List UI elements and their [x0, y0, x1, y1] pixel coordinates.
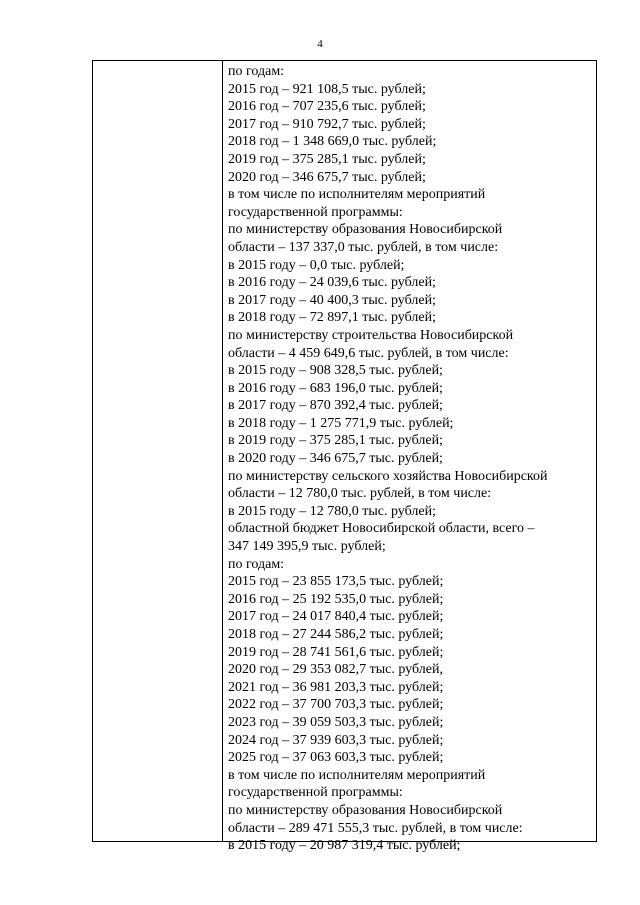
text-line: области – 12 780,0 тыс. рублей, в том числе: — [228, 486, 492, 502]
text-line: 2024 год – 37 939 603,3 тыс. рублей; — [228, 732, 444, 748]
text-line: в 2017 году – 870 392,4 тыс. рублей; — [228, 398, 443, 414]
text-line: 2019 год – 28 741 561,6 тыс. рублей; — [228, 644, 444, 660]
text-line: 2021 год – 36 981 203,3 тыс. рублей; — [228, 679, 444, 695]
text-line: по годам: — [228, 64, 285, 79]
text-line: в 2020 году – 346 675,7 тыс. рублей; — [228, 451, 443, 467]
text-line: по министерству образования Новосибирской — [228, 222, 503, 238]
text-line: государственной программы: — [228, 785, 403, 801]
text-line: по годам: — [228, 556, 285, 572]
text-line: 2015 год – 921 108,5 тыс. рублей; — [228, 81, 426, 97]
text-line: в 2017 году – 40 400,3 тыс. рублей; — [228, 292, 436, 308]
text-line: 2019 год – 375 285,1 тыс. рублей; — [228, 151, 426, 167]
text-line: 2023 год – 39 059 503,3 тыс. рублей; — [228, 714, 444, 730]
text-line: 2018 год – 27 244 586,2 тыс. рублей; — [228, 627, 444, 642]
text-line: в 2019 году – 375 285,1 тыс. рублей; — [228, 433, 443, 449]
text-line: 2015 год – 23 855 173,5 тыс. рублей; — [228, 574, 444, 590]
text-line: области – 289 471 555,3 тыс. рублей, в том числе: — [228, 820, 523, 836]
page-number: 4 — [317, 38, 323, 50]
text-line: 2016 год – 707 235,6 тыс. рублей; — [228, 99, 426, 115]
text-line: 2022 год – 37 700 703,3 тыс. рублей; — [228, 697, 444, 713]
text-line: в 2016 году – 24 039,6 тыс. рублей; — [228, 275, 436, 291]
text-line: 347 149 395,9 тыс. рублей; — [228, 539, 386, 555]
text-line: в 2018 году – 1 275 771,9 тыс. рублей; — [228, 415, 454, 431]
text-line: 2025 год – 37 063 603,3 тыс. рублей; — [228, 750, 444, 766]
text-line: в том числе по исполнителям мероприятий — [228, 767, 486, 783]
text-line: 2017 год – 910 792,7 тыс. рублей; — [228, 116, 426, 132]
text-line: в 2015 году – 908 328,5 тыс. рублей; — [228, 363, 443, 379]
text-line: области – 137 337,0 тыс. рублей, в том числе: — [228, 239, 499, 255]
text-line: 2018 год – 1 348 669,0 тыс. рублей; — [228, 134, 437, 150]
text-line: области – 4 459 649,6 тыс. рублей, в том числе: — [228, 345, 509, 361]
text-line: в 2015 году – 12 780,0 тыс. рублей; — [228, 503, 436, 519]
text-line: 2016 год – 25 192 535,0 тыс. рублей; — [228, 591, 444, 607]
table-right-cell — [223, 61, 596, 854]
text-line: в том числе по исполнителям мероприятий — [228, 187, 486, 203]
text-line: 2020 год – 346 675,7 тыс. рублей; — [228, 169, 426, 185]
text-line: 2017 год – 24 017 840,4 тыс. рублей; — [228, 609, 444, 625]
text-line: по министерству образования Новосибирской — [228, 802, 503, 818]
text-line: в 2016 году – 683 196,0 тыс. рублей; — [228, 380, 443, 396]
text-line: областной бюджет Новосибирской области, всего – — [228, 521, 535, 537]
text-line: по министерству сельского хозяйства Новосибирской — [228, 468, 548, 484]
table-left-cell — [93, 61, 223, 841]
text-line: в 2018 году – 72 897,1 тыс. рублей; — [228, 310, 436, 326]
text-line: по министерству строительства Новосибирской — [228, 327, 514, 343]
text-line: 2020 год – 29 353 082,7 тыс. рублей, — [228, 662, 443, 678]
text-line: в 2015 году – 20 987 319,4 тыс. рублей; — [228, 838, 461, 854]
financing-table — [92, 60, 597, 854]
text-line: государственной программы: — [228, 204, 403, 220]
text-line: в 2015 году – 0,0 тыс. рублей; — [228, 257, 405, 273]
